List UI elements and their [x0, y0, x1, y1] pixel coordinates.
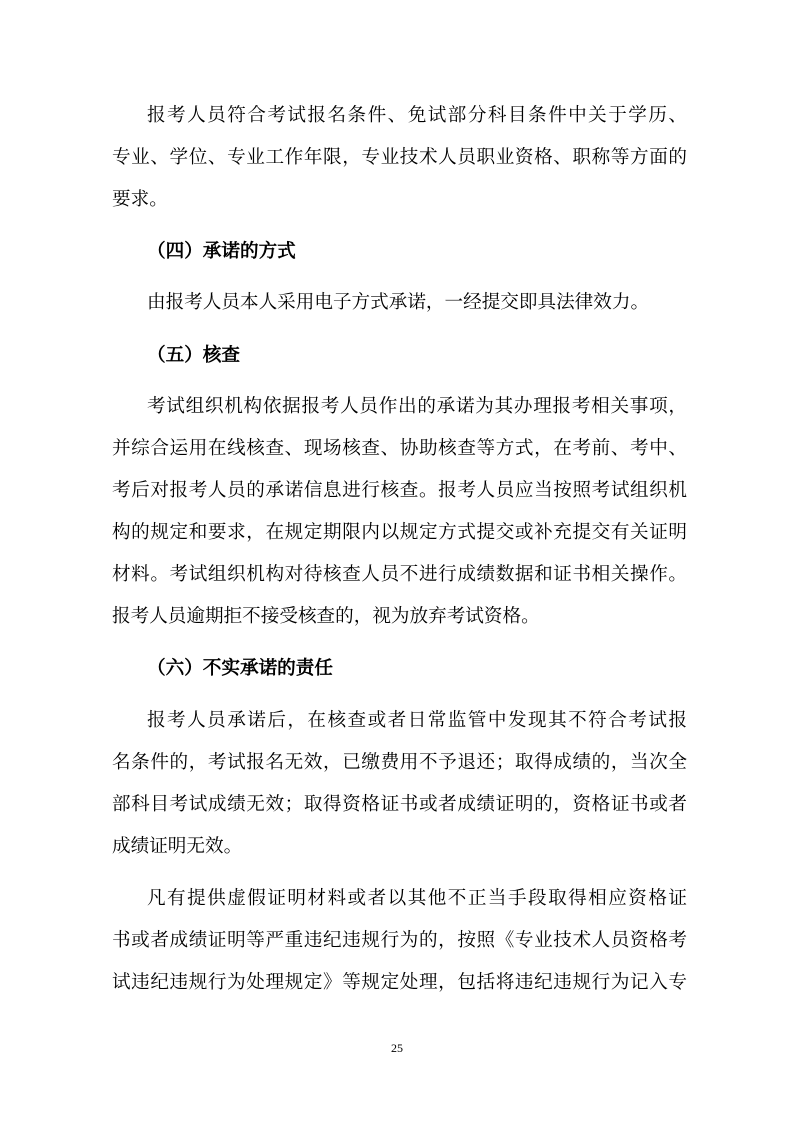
paragraph-4-line-1: 报考人员承诺后，在核查或者日常监管中发现其不符合考试报: [147, 710, 687, 731]
page-number: 25: [391, 1041, 403, 1055]
paragraph-3-line-6: 报考人员逾期拒不接受核查的，视为放弃考试资格。: [112, 606, 540, 627]
paragraph-5-line-2: 书或者成绩证明等严重违纪违规行为的，按照《专业技术人员资格考: [112, 930, 687, 951]
paragraph-1-line-1: 报考人员符合考试报名条件、免试部分科目条件中关于学历、: [147, 105, 687, 126]
paragraph-5-line-1: 凡有提供虚假证明材料或者以其他不正当手段取得相应资格证: [147, 888, 687, 909]
paragraph-3-line-1: 考试组织机构依据报考人员作出的承诺为其办理报考相关事项，: [147, 396, 687, 417]
section-heading-5: （五）核查: [147, 345, 240, 366]
paragraph-4-line-3: 部科目考试成绩无效；取得资格证书或者成绩证明的，资格证书或者: [112, 794, 687, 815]
paragraph-3-line-3: 考后对报考人员的承诺信息进行核查。报考人员应当按照考试组织机: [112, 480, 687, 501]
section-heading-4: （四）承诺的方式: [147, 241, 296, 262]
paragraph-4-line-4: 成绩证明无效。: [112, 836, 243, 857]
paragraph-3-line-4: 构的规定和要求，在规定期限内以规定方式提交或补充提交有关证明: [112, 522, 687, 543]
section-heading-6: （六）不实承诺的责任: [147, 658, 333, 679]
paragraph-2-line-1: 由报考人员本人采用电子方式承诺，一经提交即具法律效力。: [147, 292, 650, 313]
paragraph-3-line-2: 并综合运用在线核查、现场核查、协助核查等方式，在考前、考中、: [112, 438, 687, 459]
paragraph-5-line-3: 试违纪违规行为处理规定》等规定处理，包括将违纪违规行为记入专: [112, 972, 687, 993]
paragraph-4-line-2: 名条件的，考试报名无效，已缴费用不予退还；取得成绩的，当次全: [112, 752, 687, 773]
paragraph-1-line-3: 要求。: [112, 189, 168, 210]
paragraph-1-line-2: 专业、学位、专业工作年限，专业技术人员职业资格、职称等方面的: [112, 147, 687, 168]
paragraph-3-line-5: 材料。考试组织机构对待核查人员不进行成绩数据和证书相关操作。: [112, 564, 687, 585]
